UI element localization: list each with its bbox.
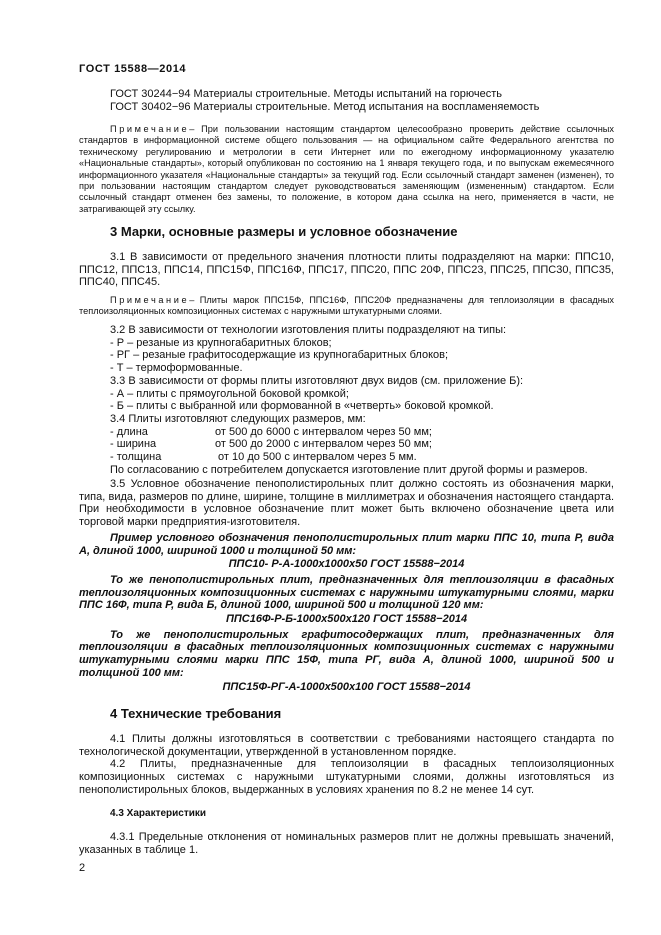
note-text: – При пользовании настоящим стандартом целесообразно проверить действие ссылочных стандартов в информационной системе общего пользования — на официальном сайте Федерального агентства по техническому регулированию и метрологии в сети Интернет или по ежегодному информационному указателю «Национальные стандарты», который опубликован по состоянию на 1 января текущего года, и по выпускам ежемесячного информационного указателя «Национальные стандарты» за текущий год. Если ссылочный стандарт заменен (изменен), то при пользовании настоящим стандартом следует руководствоваться заменяющим (измененным) стандартом. Если ссылочный стандарт отменен без замены, то положение, в котором дана ссылка на него, применяется в части, не затрагивающей эту ссылку. (79, 124, 614, 214)
size-value: от 500 до 6000 с интервалом через 50 мм; (215, 425, 432, 438)
section-3-title: 3 Марки, основные размеры и условное обозначение (110, 224, 458, 239)
paragraph-4-3-1: 4.3.1 Предельные отклонения от номинальных размеров плит не должны превышать значений, указанных в таблице 1. (79, 831, 614, 856)
example-3: То же пенополистирольных графитосодержащих плит, предназначенных для теплоизоляции в фасадных теплоизоляционных композиционных системах с наружными штукатурными слоями марки ППС 15Ф, типа РГ, вида А, длиной 1000, шириной 500 и толщиной 100 мм: (79, 628, 614, 679)
page-number: 2 (79, 862, 86, 874)
note-marks (79, 295, 614, 318)
text-line: 3.4 Плиты изготовляют следующих размеров, мм: (110, 412, 366, 425)
paragraph-3-5-block (79, 478, 614, 693)
text-line: - РГ – резаные графитосодержащие из крупногабаритных блоков; (110, 349, 449, 362)
subsection-4-3-title: 4.3 Характеристики (110, 808, 207, 819)
designation-code-2: ППС16Ф-Р-Б-1000x500x120 ГОСТ 15588−2014 (225, 613, 468, 626)
size-row (79, 438, 614, 451)
size-row (79, 426, 614, 439)
note-references (79, 124, 614, 215)
text-line: - Б – плиты с выбранной или формованной в «четверть» боковой кромкой. (110, 400, 494, 413)
text-line: 3.2 В зависимости от технологии изготовления плиты подразделяют на типы: (110, 324, 507, 336)
designation-code-3: ППС15Ф-РГ-А-1000x500x100 ГОСТ 15588−2014 (222, 680, 471, 693)
paragraph-4-1: 4.1 Плиты должны изготовляться в соответствии с требованиями настоящего стандарта по технологической документации, утвержденной в установленном порядке. (79, 733, 614, 758)
size-name: - толщина (110, 451, 162, 464)
paragraph-3-5: 3.5 Условное обозначение пенополистирольных плит должно состоять из обозначения марки, типа, вида, размеров по длине, ширине, толщине в миллиметрах и обозначения настоящего стандарта. При необходимости в условное обозначение плит может быть включено обозначение цвета или торговой марки предприятия-изготовителя. (79, 478, 614, 529)
size-name: - ширина (110, 438, 157, 451)
text-line: По согласованию с потребителем допускается изготовление плит другой формы и размеров. (110, 463, 588, 476)
paragraph-4-2: 4.2 Плиты, предназначенные для теплоизоляции в фасадных теплоизоляционных композиционных системах с наружными штукатурными слоями, должны изготовляться из пенополистирольных блоков, выдержанных в условиях хранения по 8.2 не менее 14 сут. (79, 758, 614, 796)
references-list (79, 88, 614, 113)
text-line: 3.3 В зависимости от формы плиты изготовляют двух видов (см. приложение Б): (110, 374, 524, 387)
size-name: - длина (110, 425, 148, 438)
paragraphs-3-2-3-4 (79, 324, 614, 476)
example-2: То же пенополистирольных плит, предназначенных для теплоизоляции в фасадных теплоизоляционных композиционных системах с наружными штукатурными слоями, марки ППС 16Ф, типа Р, вида Б, длиной 1000, шириной 500 и толщиной 120 мм: (79, 573, 614, 612)
size-value: от 10 до 500 с интервалом через 5 мм. (215, 451, 417, 464)
paragraph-3-1: 3.1 В зависимости от предельного значения плотности плиты подразделяют на марки: ППС10, ППС12, ППС13, ППС14, ППС15Ф, ППС16Ф, ППС17, ППС20, ППС 20Ф, ППС23, ППС25, ППС30, ППС35, ППС40, ППС45. (79, 251, 614, 289)
example-1: Пример условного обозначения пенополистирольных плит марки ППС 10, типа Р, вида А, длиной 1000, шириной 1000 и толщиной 50 мм: (79, 531, 614, 557)
note-text: – Плиты марок ППС15Ф, ППС16Ф, ППС20Ф предназначены для теплоизоляции в фасадных теплоизоляционных композиционных системах с наружными штукатурными слоями. (79, 295, 614, 317)
paragraphs-4-1-4-2 (79, 733, 614, 797)
document-header: ГОСТ 15588—2014 (79, 63, 187, 75)
section-4-title: 4 Технические требования (110, 706, 282, 721)
reference-item: ГОСТ 30244−94 Материалы строительные. Методы испытаний на горючесть (110, 88, 503, 100)
text-line: - Р – резаные из крупногабаритных блоков; (110, 336, 332, 349)
size-row (79, 451, 614, 464)
text-line: - А – плиты с прямоугольной боковой кромкой; (110, 387, 349, 400)
designation-code-1: ППС10- Р-А-1000x1000x50 ГОСТ 15588−2014 (228, 558, 465, 571)
size-value: от 500 до 2000 с интервалом через 50 мм; (215, 438, 432, 451)
reference-item: ГОСТ 30402−96 Материалы строительные. Метод испытания на воспламеняемость (110, 100, 540, 113)
note-label: Примечание (110, 295, 190, 305)
note-label: Примечание (110, 124, 190, 134)
text-line: - Т – термоформованные. (110, 362, 243, 375)
